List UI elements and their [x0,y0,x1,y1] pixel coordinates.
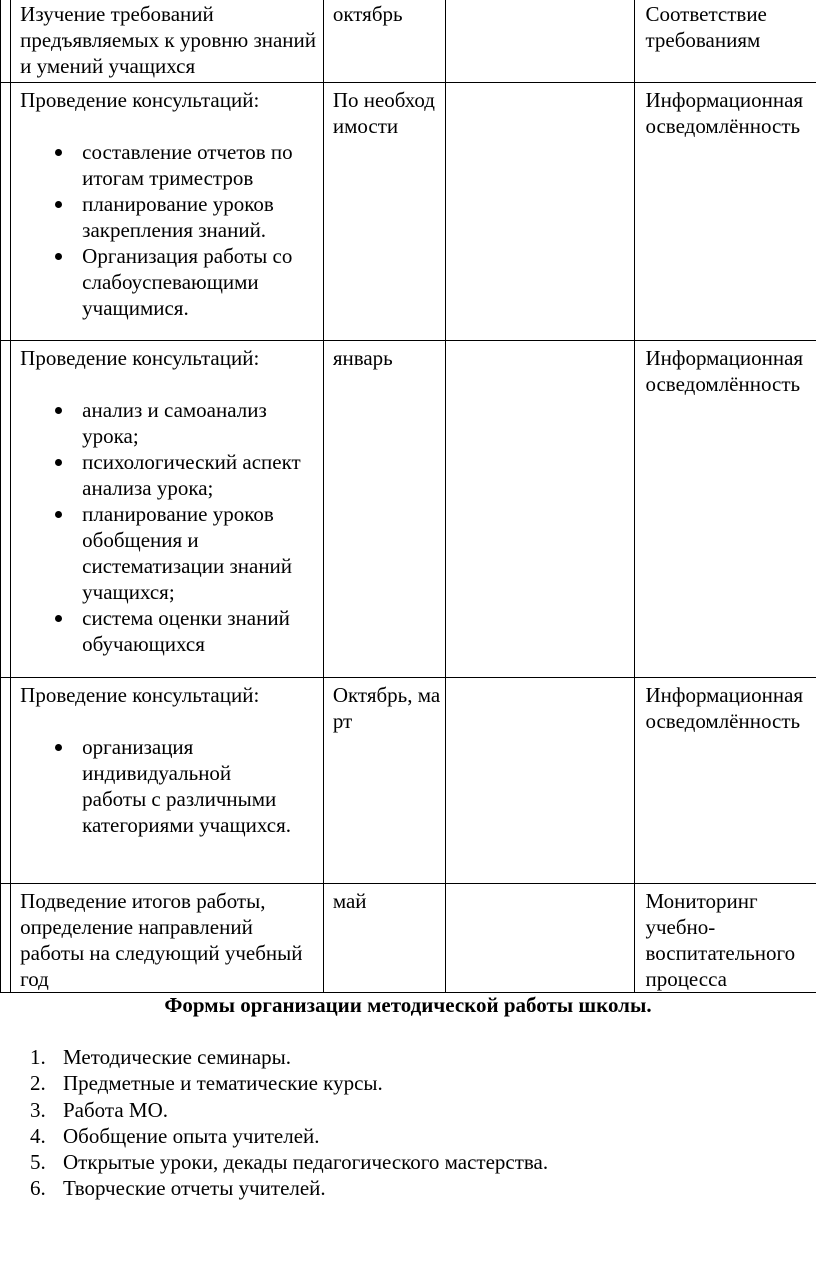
result-cell [635,678,816,884]
result-cell [635,341,816,678]
result-text: Информационная осведомлённость [645,346,804,396]
table-row [1,678,816,884]
result-text: Информационная осведомлённость [645,88,804,138]
list-item-text: Предметные и тематические курсы. [63,1071,383,1096]
empty-cell [446,0,635,83]
list-item [0,1070,548,1096]
list-item-text: Методические семинары. [63,1045,292,1069]
date-text: январь [332,346,393,370]
activity-text: Подведение итогов работы, определение направлений работы на следующий учебный год [20,889,303,991]
list-item-text: Творческие отчеты учителей. [63,1176,326,1201]
result-cell [635,0,816,83]
list-item: составление отчетов по итогам триместров [82,139,323,191]
bullet-list [20,139,323,321]
list-number: 5. [30,1150,46,1175]
bullet-list [20,397,323,657]
activity-cell [11,678,324,884]
date-cell [323,884,445,993]
activity-cell [11,83,324,341]
list-number: 4. [30,1123,46,1148]
list-number: 6. [30,1176,46,1201]
row-margin-cell [1,678,11,884]
forms-list [0,1044,548,1202]
list-item: система оценки знаний обучающихся [82,605,323,657]
list-item: организация индивидуальной работы с различными категориями учащихся. [82,734,323,838]
list-item: Организация работы со слабоуспевающими учащимися. [82,243,323,321]
row-margin-cell [1,83,11,341]
activity-cell [11,0,324,83]
row-margin-cell [1,884,11,993]
list-item-text: Обобщение опыта учителей. [63,1123,320,1148]
list-item: анализ и самоанализ урока; [82,397,323,449]
empty-cell [446,341,635,678]
list-item [0,1044,548,1070]
list-item [0,1149,548,1175]
list-number: 1. [30,1045,46,1069]
list-number: 2. [30,1071,46,1096]
activity-text: Проведение консультаций: [20,346,260,370]
activity-text: Изучение требований предъявляемых к уровню знаний и умений учащихся [20,2,317,78]
empty-cell [446,678,635,884]
list-item: планирование уроков закрепления знаний. [82,191,323,243]
date-cell [323,678,445,884]
date-text: Октябрь, март [332,683,441,733]
list-item-text: Работа МО. [63,1097,168,1122]
forms-section [0,988,816,1201]
list-item: планирование уроков обобщения и систематизации знаний учащихся; [82,501,323,605]
section-heading: Формы организации методической работы школы. [164,993,652,1017]
table-row [1,83,816,341]
result-text: Соответствие требованиям [645,2,767,52]
result-cell [635,83,816,341]
bullet-list [20,734,323,838]
result-text: Мониторинг учебно-воспитательного процесса [645,889,796,991]
date-cell [323,0,445,83]
row-margin-cell [1,341,11,678]
date-cell [323,341,445,678]
table-row [1,0,816,83]
date-text: По необходимости [332,88,435,138]
activity-text: Проведение консультаций: [20,88,260,112]
row-margin-cell [1,0,11,83]
date-cell [323,83,445,341]
date-text: май [332,889,367,913]
list-item-text: Открытые уроки, декады педагогического мастерства. [63,1150,549,1175]
table-row [1,884,816,993]
empty-cell [446,83,635,341]
table-row [1,341,816,678]
activity-text: Проведение консультаций: [20,683,260,707]
activity-cell [11,341,324,678]
result-text: Информационная осведомлённость [645,683,804,733]
activity-cell [11,884,324,993]
list-item: психологический аспект анализа урока; [82,449,323,501]
empty-cell [446,884,635,993]
result-cell [635,884,816,993]
list-number: 3. [30,1097,46,1122]
list-item [0,1175,548,1201]
list-item [0,1097,548,1123]
date-text: октябрь [332,2,403,26]
list-item [0,1123,548,1149]
